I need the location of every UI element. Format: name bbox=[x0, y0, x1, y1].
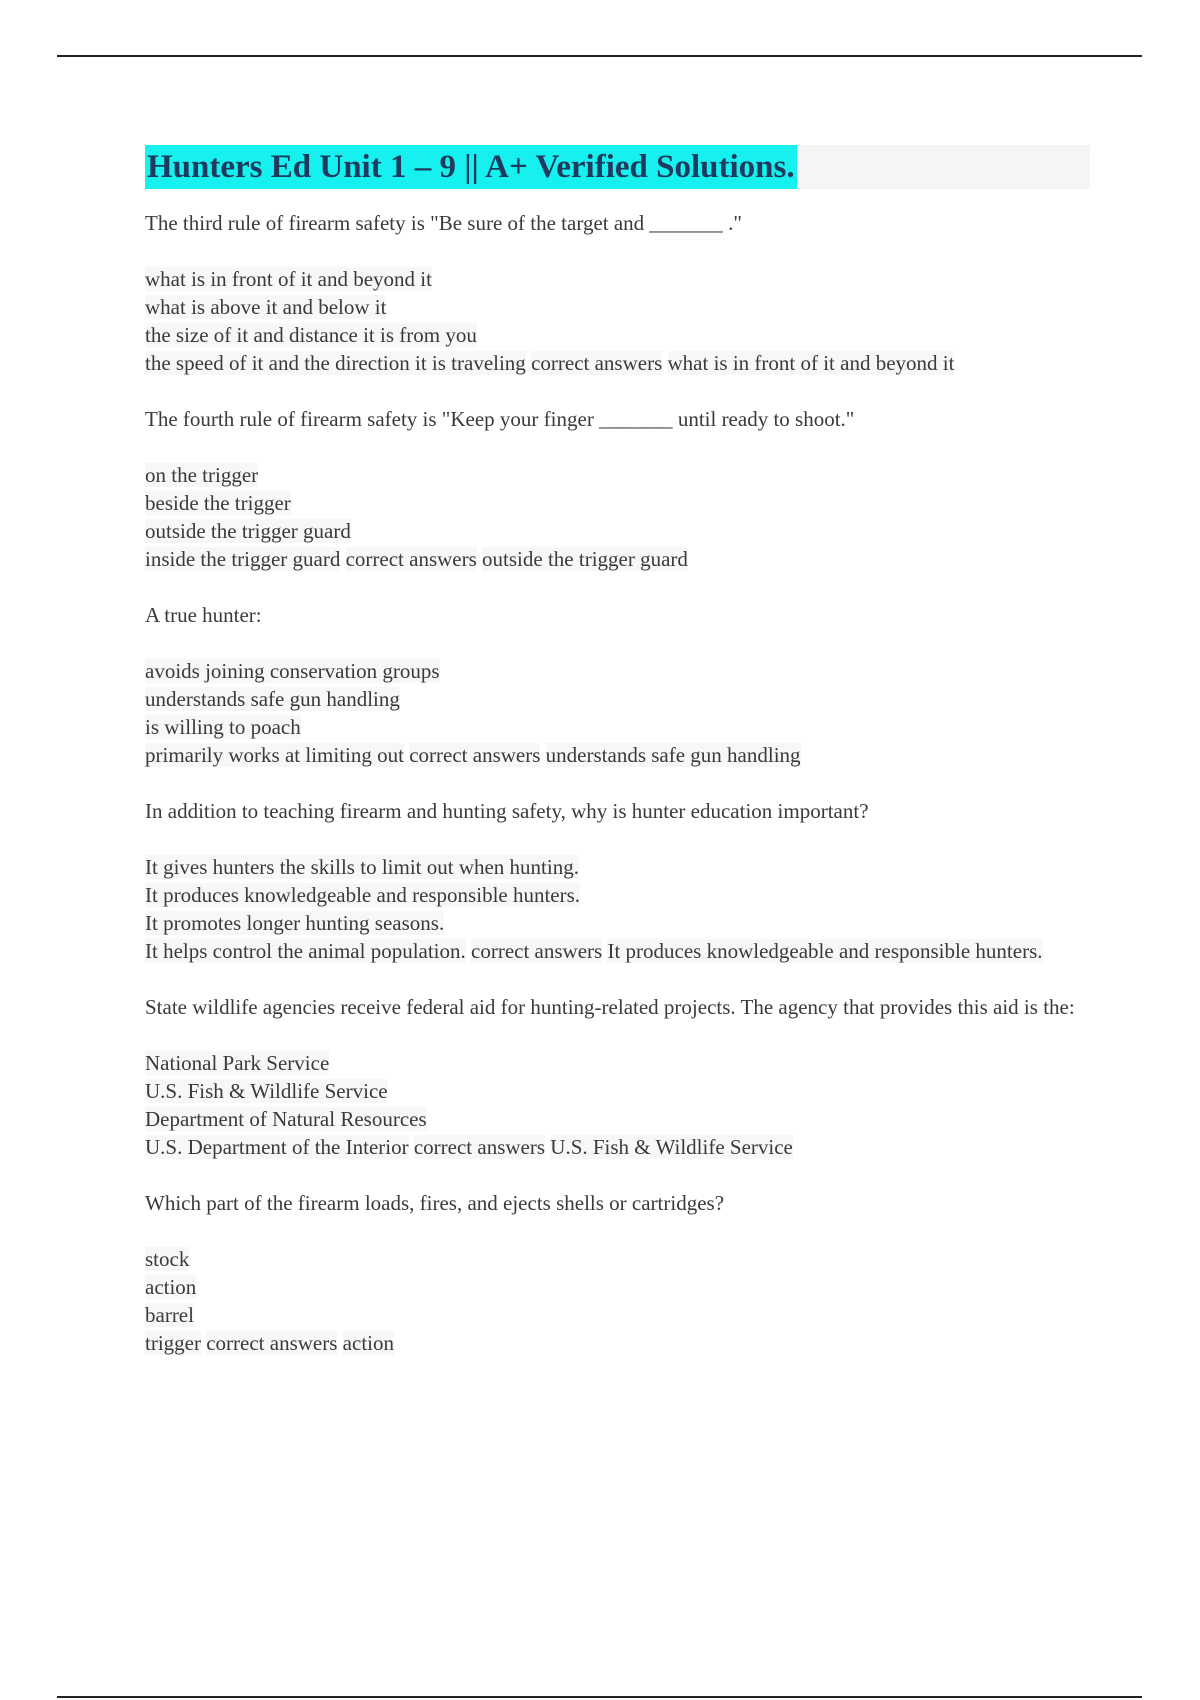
options-list bbox=[145, 657, 1090, 769]
option-item bbox=[145, 545, 1090, 573]
option-text: understands safe gun handling bbox=[145, 687, 400, 711]
options-list bbox=[145, 1245, 1090, 1357]
bottom-divider bbox=[57, 1696, 1142, 1698]
option-text: beside the trigger bbox=[145, 491, 291, 515]
option-item bbox=[145, 1273, 1090, 1301]
answer-label: correct answers bbox=[409, 743, 541, 767]
option-text: inside the trigger guard bbox=[145, 547, 341, 571]
option-text: National Park Service bbox=[145, 1051, 330, 1075]
options-list bbox=[145, 461, 1090, 573]
option-item bbox=[145, 489, 1090, 517]
option-item bbox=[145, 685, 1090, 713]
option-text: U.S. Department of the Interior bbox=[145, 1135, 409, 1159]
option-item bbox=[145, 909, 1090, 937]
question-block bbox=[145, 1189, 1090, 1357]
option-text: It helps control the animal population. bbox=[145, 939, 466, 963]
option-text: the size of it and distance it is from you bbox=[145, 323, 477, 347]
option-text: on the trigger bbox=[145, 463, 259, 487]
option-text: is willing to poach bbox=[145, 715, 301, 739]
correct-answer: U.S. Fish & Wildlife Service bbox=[550, 1135, 793, 1159]
option-item bbox=[145, 741, 1090, 769]
option-text: It produces knowledgeable and responsible hunters. bbox=[145, 883, 581, 907]
option-item bbox=[145, 461, 1090, 489]
question-text: The fourth rule of firearm safety is "Keep your finger _______ until ready to shoot." bbox=[145, 407, 855, 431]
correct-answer: action bbox=[342, 1331, 394, 1355]
answer-label: correct answers bbox=[206, 1331, 338, 1355]
option-text: outside the trigger guard bbox=[145, 519, 351, 543]
option-text: stock bbox=[145, 1247, 190, 1271]
option-text: action bbox=[145, 1275, 197, 1299]
answer-label: correct answers bbox=[413, 1135, 546, 1159]
option-item bbox=[145, 713, 1090, 741]
option-item bbox=[145, 1245, 1090, 1273]
question-text: The third rule of firearm safety is "Be sure of the target and _______ ." bbox=[145, 211, 742, 235]
page-title: Hunters Ed Unit 1 – 9 || A+ Verified Solutions. bbox=[145, 145, 797, 189]
answer-label: correct answers bbox=[471, 939, 603, 963]
options-list bbox=[145, 1049, 1090, 1161]
question-block bbox=[145, 601, 1090, 769]
option-item bbox=[145, 1133, 1090, 1161]
document-body bbox=[145, 145, 1090, 1385]
option-item bbox=[145, 1077, 1090, 1105]
question-text: State wildlife agencies receive federal aid for hunting-related projects. The agency that provides this aid is the: bbox=[145, 995, 1075, 1019]
correct-answer: what is in front of it and beyond it bbox=[667, 351, 955, 375]
option-item bbox=[145, 293, 1090, 321]
option-item bbox=[145, 517, 1090, 545]
option-item bbox=[145, 1301, 1090, 1329]
answer-label: correct answers bbox=[531, 351, 663, 375]
option-item bbox=[145, 265, 1090, 293]
question-block bbox=[145, 405, 1090, 573]
title-bar bbox=[145, 145, 1090, 189]
question-block bbox=[145, 209, 1090, 377]
option-text: barrel bbox=[145, 1303, 194, 1327]
option-text: avoids joining conservation groups bbox=[145, 659, 440, 683]
option-item bbox=[145, 853, 1090, 881]
option-item bbox=[145, 937, 1090, 965]
option-text: the speed of it and the direction it is traveling bbox=[145, 351, 526, 375]
option-text: It promotes longer hunting seasons. bbox=[145, 911, 445, 935]
question-text: In addition to teaching firearm and hunting safety, why is hunter education important? bbox=[145, 799, 869, 823]
option-text: trigger bbox=[145, 1331, 201, 1355]
option-item bbox=[145, 1329, 1090, 1357]
question-text: Which part of the firearm loads, fires, and ejects shells or cartridges? bbox=[145, 1191, 725, 1215]
answer-label: correct answers bbox=[345, 547, 477, 571]
question-block bbox=[145, 993, 1090, 1161]
option-text: what is above it and below it bbox=[145, 295, 387, 319]
correct-answer: understands safe gun handling bbox=[545, 743, 801, 767]
option-item bbox=[145, 881, 1090, 909]
options-list bbox=[145, 853, 1090, 965]
question-list bbox=[145, 209, 1090, 1357]
option-item bbox=[145, 321, 1090, 349]
option-text: Department of Natural Resources bbox=[145, 1107, 427, 1131]
option-text: primarily works at limiting out bbox=[145, 743, 404, 767]
option-item bbox=[145, 1049, 1090, 1077]
option-item bbox=[145, 349, 1090, 377]
question-text: A true hunter: bbox=[145, 603, 262, 627]
options-list bbox=[145, 265, 1090, 377]
option-item bbox=[145, 657, 1090, 685]
option-text: It gives hunters the skills to limit out when hunting. bbox=[145, 855, 579, 879]
option-text: U.S. Fish & Wildlife Service bbox=[145, 1079, 388, 1103]
question-block bbox=[145, 797, 1090, 965]
option-text: what is in front of it and beyond it bbox=[145, 267, 432, 291]
top-divider bbox=[57, 55, 1142, 57]
correct-answer: outside the trigger guard bbox=[482, 547, 688, 571]
option-item bbox=[145, 1105, 1090, 1133]
correct-answer: It produces knowledgeable and responsible hunters. bbox=[607, 939, 1043, 963]
